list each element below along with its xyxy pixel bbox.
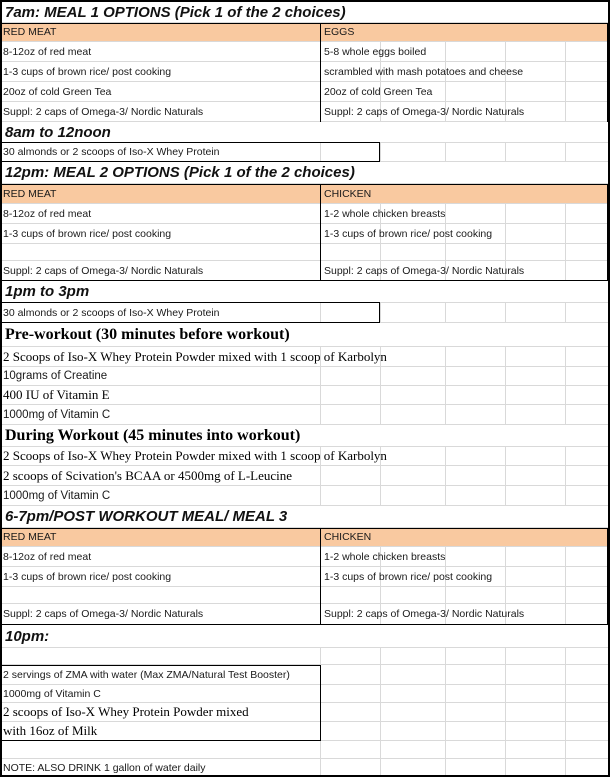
meal2-right-item[interactable]: Suppl: 2 caps of Omega-3/ Nordic Naturals bbox=[324, 264, 525, 277]
table-row bbox=[0, 587, 610, 604]
meal2-heading-row bbox=[0, 162, 610, 184]
table-row bbox=[0, 244, 610, 261]
water-note[interactable]: NOTE: ALSO DRINK 1 gallon of water daily bbox=[3, 762, 206, 774]
table-row bbox=[0, 261, 610, 281]
table-row bbox=[0, 722, 610, 741]
meal2-left-item[interactable]: 1-3 cups of brown rice/ post cooking bbox=[3, 227, 172, 240]
preworkout-heading: Pre-workout (30 minutes before workout) bbox=[5, 325, 290, 343]
snack2-heading-row bbox=[0, 281, 610, 303]
night-item[interactable]: 2 scoops of Iso-X Whey Protein Powder mixed bbox=[3, 704, 249, 719]
meal1-left-item[interactable]: 20oz of cold Green Tea bbox=[3, 85, 112, 98]
table-row bbox=[0, 102, 610, 122]
during-heading: During Workout (45 minutes into workout) bbox=[5, 426, 301, 444]
meal2-heading: 12pm: MEAL 2 OPTIONS (Pick 1 of the 2 choices) bbox=[5, 164, 355, 181]
night-heading-row bbox=[0, 625, 610, 648]
table-row bbox=[0, 303, 610, 323]
meal2-right-header[interactable]: CHICKEN bbox=[324, 187, 372, 200]
meal3-right-item[interactable]: 1-2 whole chicken breasts bbox=[324, 550, 446, 563]
meal1-left-item[interactable]: 8-12oz of red meat bbox=[3, 45, 92, 58]
meal1-left-header[interactable]: RED MEAT bbox=[3, 26, 57, 38]
meal3-right-item[interactable]: Suppl: 2 caps of Omega-3/ Nordic Naturals bbox=[324, 608, 525, 620]
meal1-right-item[interactable]: 5-8 whole eggs boiled bbox=[324, 45, 427, 58]
table-row bbox=[0, 648, 610, 665]
table-row bbox=[0, 42, 610, 62]
meal2-left-item[interactable] bbox=[0, 244, 320, 260]
table-row bbox=[0, 367, 610, 386]
meal2-right-item[interactable]: 1-2 whole chicken breasts bbox=[324, 207, 446, 220]
meal2-right-item[interactable]: 1-3 cups of brown rice/ post cooking bbox=[324, 227, 493, 240]
meal3-left-item[interactable] bbox=[0, 587, 320, 603]
meal2-left-header[interactable]: RED MEAT bbox=[3, 187, 57, 200]
snack1-heading: 8am to 12noon bbox=[5, 123, 111, 141]
table-row bbox=[0, 703, 610, 722]
meal3-left-item[interactable]: Suppl: 2 caps of Omega-3/ Nordic Naturals bbox=[3, 608, 204, 620]
meal3-right-item[interactable] bbox=[321, 587, 608, 603]
table-row bbox=[0, 665, 610, 685]
meal1-left-item[interactable]: Suppl: 2 caps of Omega-3/ Nordic Naturals bbox=[3, 105, 204, 118]
snack1-item[interactable]: 30 almonds or 2 scoops of Iso-X Whey Protein bbox=[3, 146, 220, 158]
table-row bbox=[0, 62, 610, 82]
during-heading-row bbox=[0, 425, 610, 447]
during-item[interactable]: 2 Scoops of Iso-X Whey Protein Powder mixed with 1 scoop of Karbolyn bbox=[3, 448, 387, 463]
during-item[interactable]: 2 scoops of Scivation's BCAA or 4500mg of L-Leucine bbox=[3, 467, 293, 483]
meal3-left-header[interactable]: RED MEAT bbox=[3, 531, 57, 543]
table-row bbox=[0, 204, 610, 224]
preworkout-item[interactable]: 400 IU of Vitamin E bbox=[3, 387, 110, 402]
meal3-left-item[interactable]: 8-12oz of red meat bbox=[3, 550, 92, 563]
table-row bbox=[0, 547, 610, 567]
meal1-left-item[interactable]: 1-3 cups of brown rice/ post cooking bbox=[3, 65, 172, 78]
meal3-right-item[interactable]: 1-3 cups of brown rice/ post cooking bbox=[324, 570, 493, 583]
meal2-left-item[interactable]: 8-12oz of red meat bbox=[3, 207, 92, 220]
preworkout-item[interactable]: 2 Scoops of Iso-X Whey Protein Powder mixed with 1 scoop of Karbolyn bbox=[3, 348, 387, 364]
table-row bbox=[0, 447, 610, 466]
table-row bbox=[0, 604, 610, 625]
night-item[interactable]: 1000mg of Vitamin C bbox=[3, 687, 101, 700]
table-row bbox=[0, 567, 610, 587]
meal1-right-header[interactable]: EGGS bbox=[324, 26, 355, 38]
meal1-option-header-row bbox=[0, 23, 610, 42]
meal3-left-item[interactable]: 1-3 cups of brown rice/ post cooking bbox=[3, 570, 172, 583]
meal1-right-item[interactable]: Suppl: 2 caps of Omega-3/ Nordic Naturals bbox=[324, 105, 525, 118]
during-item[interactable]: 1000mg of Vitamin C bbox=[3, 489, 111, 502]
meal1-heading: 7am: MEAL 1 OPTIONS (Pick 1 of the 2 choices) bbox=[5, 3, 346, 21]
snack1-heading-row bbox=[0, 122, 610, 143]
table-row bbox=[0, 347, 610, 367]
meal3-heading-row bbox=[0, 506, 610, 528]
meal2-option-header-row bbox=[0, 184, 610, 204]
meal1-right-item[interactable]: scrambled with mash potatoes and cheese bbox=[324, 65, 524, 78]
preworkout-item[interactable]: 1000mg of Vitamin C bbox=[3, 408, 111, 421]
table-row bbox=[0, 741, 610, 759]
table-row bbox=[0, 143, 610, 162]
table-row bbox=[0, 386, 610, 405]
table-row bbox=[0, 486, 610, 506]
table-row bbox=[0, 82, 610, 102]
night-heading: 10pm: bbox=[5, 627, 50, 645]
meal1-right-item[interactable]: 20oz of cold Green Tea bbox=[324, 85, 433, 98]
meal3-option-header-row bbox=[0, 528, 610, 547]
table-row bbox=[0, 224, 610, 244]
night-item[interactable]: with 16oz of Milk bbox=[3, 723, 98, 738]
preworkout-heading-row bbox=[0, 323, 610, 347]
snack2-heading: 1pm to 3pm bbox=[5, 283, 90, 300]
meal2-left-item[interactable]: Suppl: 2 caps of Omega-3/ Nordic Naturals bbox=[3, 264, 204, 277]
meal3-right-header[interactable]: CHICKEN bbox=[324, 531, 372, 543]
preworkout-item[interactable]: 10grams of Creatine bbox=[3, 370, 108, 382]
meal3-heading: 6-7pm/POST WORKOUT MEAL/ MEAL 3 bbox=[5, 508, 288, 525]
table-row bbox=[0, 405, 610, 425]
table-row bbox=[0, 685, 610, 703]
snack2-item[interactable]: 30 almonds or 2 scoops of Iso-X Whey Protein bbox=[3, 306, 220, 319]
meal1-heading-row bbox=[0, 2, 610, 23]
meal2-right-item[interactable] bbox=[321, 244, 608, 260]
note-row bbox=[0, 759, 610, 777]
table-row bbox=[0, 466, 610, 486]
night-item[interactable]: 2 servings of ZMA with water (Max ZMA/Natural Test Booster) bbox=[3, 668, 290, 681]
